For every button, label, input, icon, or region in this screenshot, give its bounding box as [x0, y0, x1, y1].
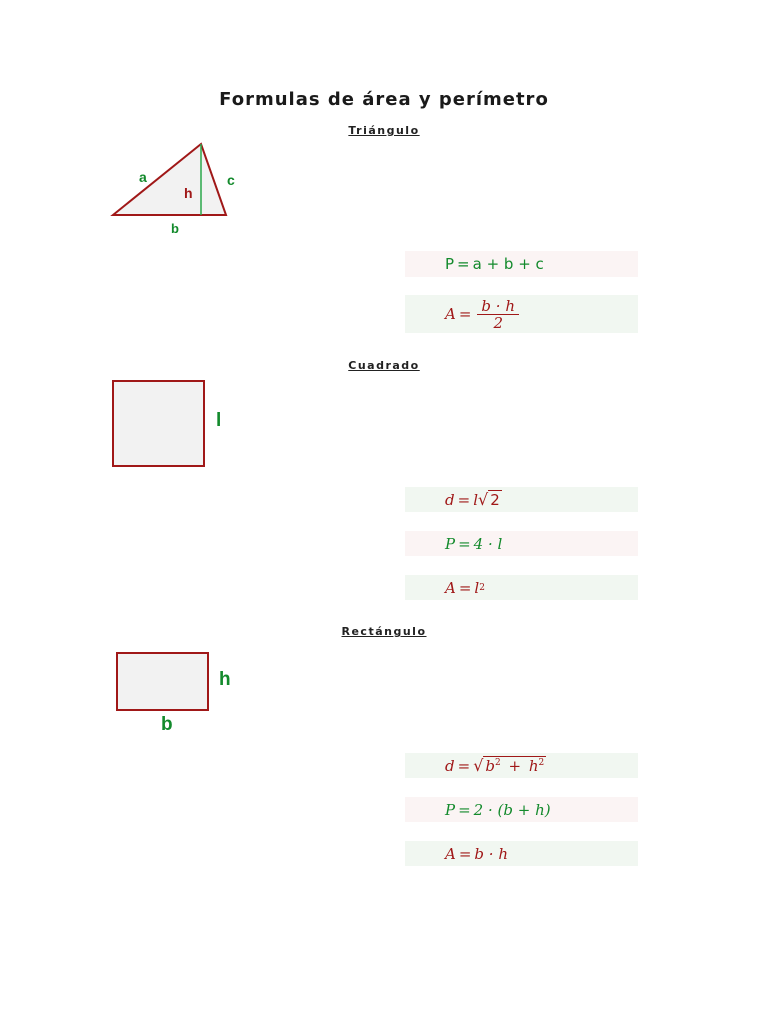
formula-coef: l	[473, 490, 478, 509]
square-area-formula: A = l 2	[405, 575, 638, 600]
formula-lhs: A	[445, 578, 456, 597]
triangle-label-h: h	[184, 185, 193, 201]
page-title: Formulas de área y perímetro	[219, 89, 549, 110]
formula-rhs: 4 · l	[473, 534, 503, 553]
square-diagonal-formula: d = l √ 2	[405, 487, 638, 512]
rectangle-diagonal-formula: d = √ $b^2 + h^2$	[405, 753, 638, 778]
formula-lhs: P	[445, 800, 456, 819]
formula-lhs: A	[445, 305, 456, 323]
formula-base: l	[474, 578, 480, 597]
rectangle-area-formula: A = b · h	[405, 841, 638, 866]
triangle-heading: Triángulo	[348, 124, 420, 137]
formula-rhs: 2 · (b + h)	[473, 800, 551, 819]
formula-denominator: 2	[493, 313, 503, 332]
triangle-shape	[113, 144, 226, 215]
formula-lhs: P	[445, 534, 456, 553]
rectangle-label-b: b	[161, 714, 173, 735]
rectangle-figure	[114, 650, 212, 714]
formula-numerator: b · h	[477, 298, 519, 315]
square-heading: Cuadrado	[348, 359, 420, 372]
formula-lhs: d	[445, 756, 455, 775]
square-shape	[113, 381, 204, 466]
formula-exponent-b: 2	[495, 758, 501, 768]
formula-radicand-h: h	[528, 757, 539, 775]
formula-radicand: 2	[490, 491, 500, 509]
formula-exponent-h: 2	[538, 758, 545, 768]
triangle-label-b: b	[171, 221, 179, 236]
rectangle-heading: Rectángulo	[341, 625, 427, 638]
square-perimeter-formula: P = 4 · l	[405, 531, 638, 556]
formula-exponent: 2	[479, 582, 485, 593]
rectangle-shape	[117, 653, 208, 710]
rectangle-perimeter-formula: P = 2 · (b + h)	[405, 797, 638, 822]
formula-rhs: b · h	[474, 844, 508, 863]
rectangle-label-h: h	[219, 669, 231, 690]
formula-lhs: d	[445, 490, 455, 509]
triangle-label-a: a	[139, 169, 147, 185]
formula-rhs: a + b + c	[472, 255, 544, 273]
square-label-l: l	[216, 410, 222, 431]
square-figure	[110, 378, 210, 470]
formula-lhs: P	[445, 255, 455, 273]
triangle-area-formula: A = $\frac{b \cdot h}{2}$	[405, 295, 638, 333]
formula-radicand-b: b	[485, 757, 495, 775]
formula-lhs: A	[445, 844, 456, 863]
triangle-perimeter-formula: P = a + b + c	[405, 251, 638, 277]
triangle-label-c: c	[227, 172, 235, 188]
